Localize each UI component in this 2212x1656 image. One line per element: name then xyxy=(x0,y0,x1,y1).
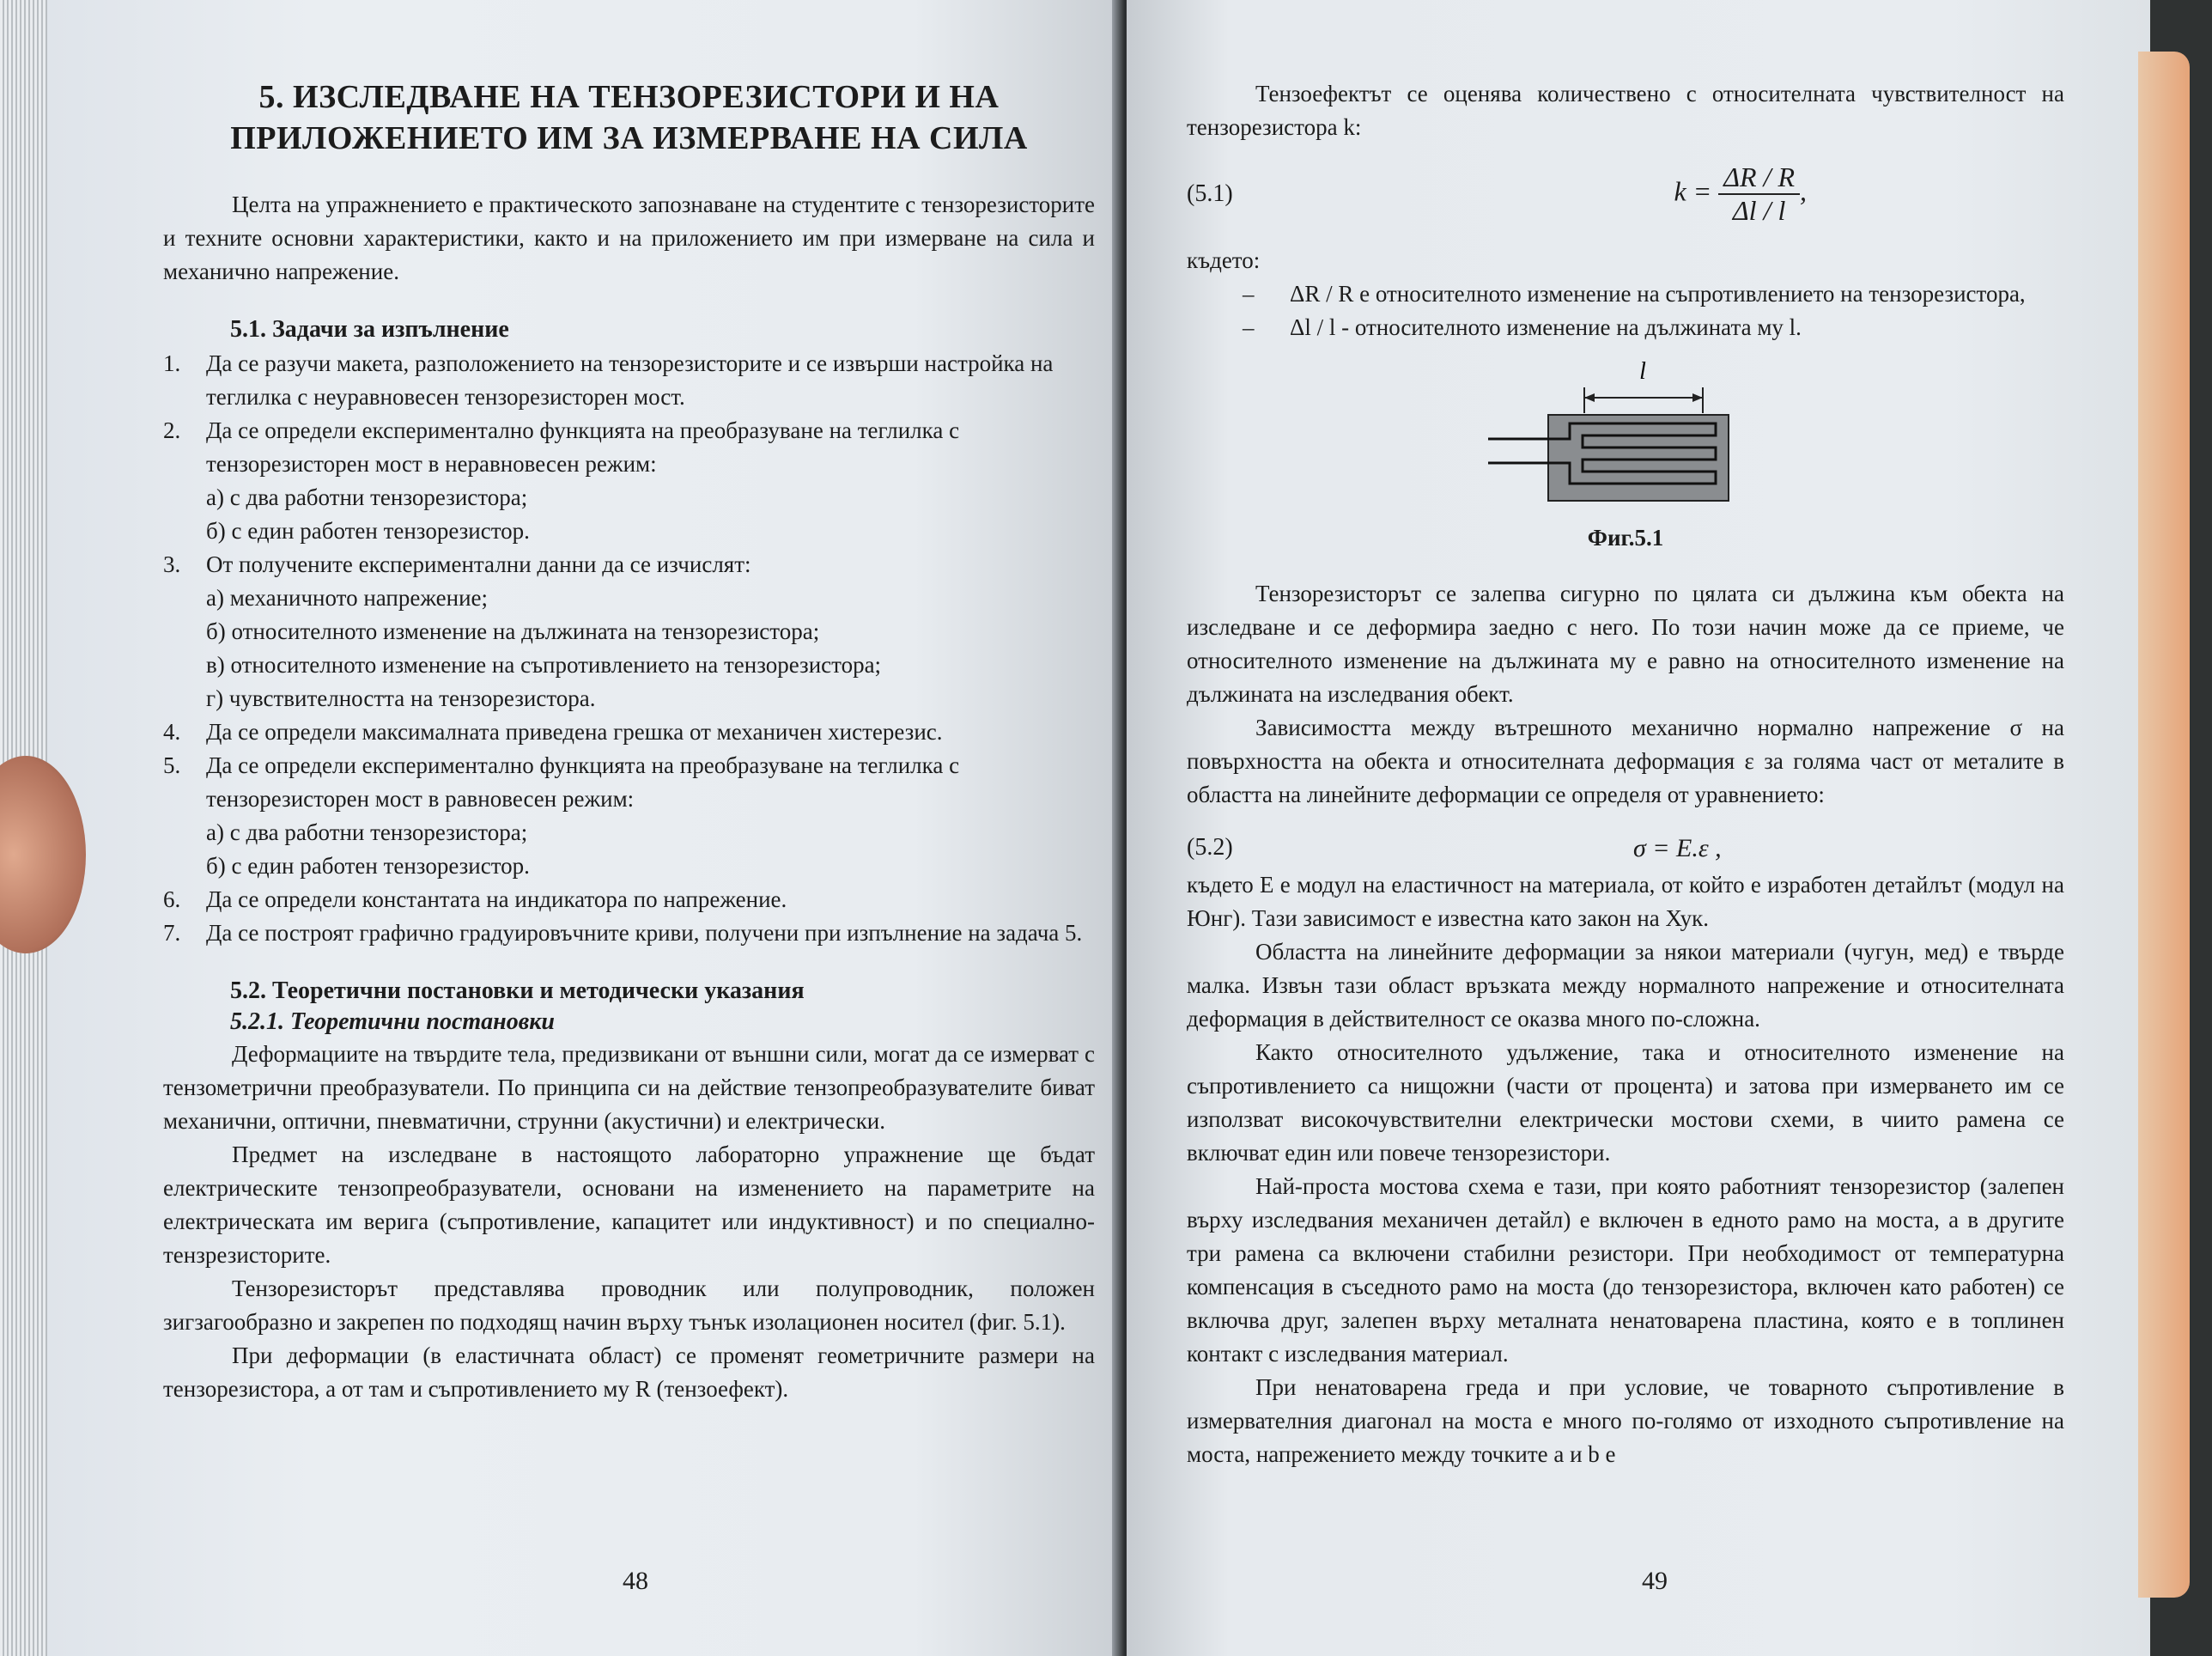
task-item xyxy=(206,682,1095,715)
equation-number: (5.1) xyxy=(1187,180,1233,207)
subsection-5-2-1-heading: 5.2.1. Теоретични постановки xyxy=(230,1008,555,1035)
figure-5-1 xyxy=(1187,362,2064,551)
task-text: От получените експериментални данни да се изчислят: xyxy=(206,551,751,577)
task-item xyxy=(206,648,1095,682)
paragraph: Зависимостта между вътрешното механично нормално напрежение σ на повърхността на обекта и относителната деформация ε за голяма част от металите в областта на линейните деформации се определя от уравнението: xyxy=(1187,715,2064,807)
task-text: а) механичното напрежение; xyxy=(206,585,489,611)
paragraph: При ненатоварена греда и при условие, че товарното съпротивление в измервателния диагонал на моста е много по-голямо от изходното съпротивление на моста, напрежението между точките a и b е xyxy=(1187,1374,2064,1467)
paragraph: Тензоефектът се оценява количествено с относителната чувствителност на тензорезистора k: xyxy=(1187,81,2064,140)
right-cover-edge xyxy=(2138,52,2190,1598)
task-text: а) с два работни тензорезистора; xyxy=(206,484,528,510)
paragraph: Деформациите на твърдите тела, предизвикани от външни сили, могат да се измерват с тензометрични преобразуватели. По принципа си на действие тензопреобразувателите биват механични, оптични, пневматични, струнни (акустични) и електрически. xyxy=(163,1041,1095,1134)
fraction-denominator: Δl / l xyxy=(1732,195,1786,226)
section-5-2-heading: 5.2. Теоретични постановки и методически указания xyxy=(230,977,805,1004)
task-item xyxy=(206,849,1095,883)
task-list xyxy=(163,347,1095,950)
strain-gauge-diagram xyxy=(1488,362,1763,508)
task-number: 4. xyxy=(163,719,181,745)
fraction-numerator: ΔR / R xyxy=(1718,161,1800,195)
definition-item: – ΔR / R е относителното изменение на съпротивлението на тензорезистора, xyxy=(1290,277,2064,311)
equation-formula xyxy=(1674,161,1807,227)
task-text: б) с един работен тензорезистор. xyxy=(206,518,530,544)
paragraph: Както относителното удължение, така и относителното изменение на съпротивлението са нищожни (части от процента) и затова при измерването им се използват високочувствителни електрически мостови схеми, в чиито рамена се включват един или повече тензорезистори. xyxy=(1187,1039,2064,1166)
chapter-title-line-1: 5. ИЗСЛЕДВАНЕ НА ТЕНЗОРЕЗИСТОРИ И НА xyxy=(258,79,1000,115)
task-item xyxy=(163,749,1095,816)
task-text: а) с два работни тензорезистора; xyxy=(206,819,528,845)
equation-number: (5.2) xyxy=(1187,834,1233,861)
equation-5-2 xyxy=(1187,834,2064,863)
task-item xyxy=(163,715,1095,749)
task-item xyxy=(206,581,1095,615)
task-item xyxy=(163,548,1095,581)
page-number: 48 xyxy=(623,1567,648,1595)
paragraph: Областта на линейните деформации за някои материали (чугун, мед) е твърде малка. Извън тази област връзката между нормалното напрежение и относителната деформация в действителност се оказва много по-сложна. xyxy=(1187,939,2064,1032)
intro-paragraph: Целта на упражнението е практическото запознаване на студентите с тензорезисторите и техните основни характеристики, както и на приложението им при измерване на сила и механично напрежение. xyxy=(163,192,1095,284)
task-number: 1. xyxy=(163,350,181,376)
task-text: в) относителното изменение на съпротивлението на тензорезистора; xyxy=(206,652,882,678)
task-text: Да се определи константата на индикатора по напрежение. xyxy=(206,886,787,912)
task-number: 3. xyxy=(163,551,181,577)
page-number: 49 xyxy=(1642,1567,1668,1595)
task-text: Да се определи експериментално функцията на преобразуване на теглилка с тензорезисторен мост в равновесен режим: xyxy=(206,752,960,812)
task-number: 6. xyxy=(163,886,181,912)
equation-tail: , xyxy=(1800,175,1807,207)
task-item xyxy=(206,481,1095,514)
task-text: Да се построят графично градуировъчните криви, получени при изпълнение на задача 5. xyxy=(206,920,1083,946)
definition-list xyxy=(1187,277,2064,344)
task-text: Да се разучи макета, разположението на тензорезисторите и се извърши настройка на теглилка с неуравновесен тензорезисторен мост. xyxy=(206,350,1054,410)
task-item xyxy=(163,883,1095,916)
task-item xyxy=(206,816,1095,849)
paragraph: Тензорезисторът се залепва сигурно по цялата си дължина към обекта на изследване и се деформира заедно с него. По този начин може да се приеме, че относителното изменение на дължината му е равно на относителното изменение на дължината на изследвания обект. xyxy=(1187,581,2064,707)
task-item xyxy=(206,615,1095,648)
section-5-1-heading: 5.1. Задачи за изпълнение xyxy=(230,316,509,343)
task-number: 2. xyxy=(163,417,181,443)
task-text: Да се определи експериментално функцията на преобразуване на теглилка с тензорезисторен мост в неравновесен режим: xyxy=(206,417,960,477)
where-label: където: xyxy=(1187,247,1261,273)
equation-lhs: k = xyxy=(1674,175,1712,207)
length-label: l xyxy=(1639,362,1646,385)
equation-formula: σ = E.ε , xyxy=(1633,834,1722,862)
chapter-title xyxy=(163,77,1095,159)
task-text: Да се определи максималната приведена грешка от механичен хистерезис. xyxy=(206,719,943,745)
paragraph: При деформации (в еластичната област) се променят геометричните размери на тензорезистора, а от там и съпротивлението му R (тензоефект). xyxy=(163,1342,1095,1402)
task-item xyxy=(206,514,1095,548)
definition-item: – Δl / l - относителното изменение на дължината му l. xyxy=(1290,311,2064,344)
task-item xyxy=(163,414,1095,481)
insulating-carrier xyxy=(1548,415,1729,501)
chapter-title-line-2: ПРИЛОЖЕНИЕТО ИМ ЗА ИЗМЕРВАНЕ НА СИЛА xyxy=(230,119,1028,156)
paragraph: Тензорезисторът представлява проводник или полупроводник, положен зигзагообразно и закрепен по подходящ начин върху тънък изолационен носител (фиг. 5.1). xyxy=(163,1275,1095,1335)
equation-5-1 xyxy=(1187,161,2064,227)
figure-caption: Фиг.5.1 xyxy=(1587,525,1664,551)
task-text: б) относителното изменение на дължината на тензорезистора; xyxy=(206,618,820,644)
task-text: б) с един работен тензорезистор. xyxy=(206,853,530,879)
fraction xyxy=(1718,161,1800,227)
paragraph: Най-проста мостова схема е тази, при която работният тензорезистор (залепен върху изследвания механичен детайл) е включен в едното рамо на моста, а в другите три рамена са включени стабилни резистори. При необходимост от температурна компенсация в съседното рамо на моста (до тензорезистора, включен като работен) се включва друг, залепен върху металната ненатоварена пластина, която е в топлинен контакт с изследвания материал. xyxy=(1187,1173,2064,1367)
task-item xyxy=(163,347,1095,414)
task-text: г) чувствителността на тензорезистора. xyxy=(206,685,596,711)
paragraph: Предмет на изследване в настоящото лабораторно упражнение ще бъдат електрическите тензопреобразуватели, основани на изменението на параметрите на електрическата им верига (съпротивление, капацитет или индуктивност) и по специално- тензрезисторите. xyxy=(163,1142,1095,1268)
left-page xyxy=(47,0,1129,1656)
task-item xyxy=(163,916,1095,950)
task-number: 5. xyxy=(163,752,181,778)
task-number: 7. xyxy=(163,920,181,946)
paragraph: където E е модул на еластичност на материала, от който е изработен детайлът (модул на Юнг). Тази зависимост е известна като закон на Хук. xyxy=(1187,872,2064,931)
right-page xyxy=(1127,0,2150,1656)
